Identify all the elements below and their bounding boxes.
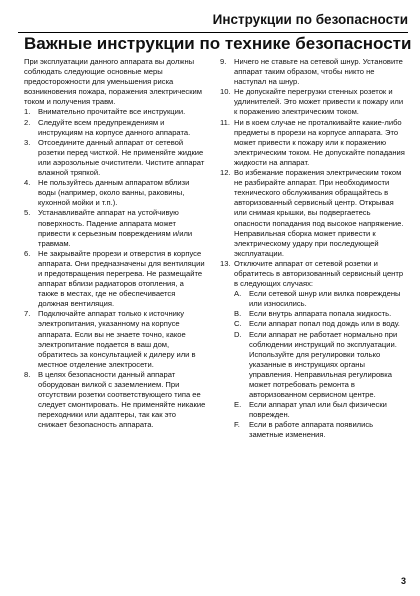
page-number: 3 (400, 576, 406, 586)
sub-list-item (234, 420, 406, 440)
item-text: Ни в коем случае не проталкивайте какие-либо предметы в прорези на корпусе аппарата. Это может привести к пожару или к поражению электрическим током. Не допускайте попадания жидкости на аппарат. (234, 117, 405, 167)
item-text: Устанавливайте аппарат на устойчивую поверхность. Падение аппарата может привести к серьезным повреждениям и/или травмам. (38, 208, 193, 248)
item-text: Ничего не ставьте на сетевой шнур. Установите аппарат таким образом, чтобы никто не наступал на шнур. (234, 57, 403, 87)
item-number: 1. (24, 107, 31, 117)
sub-list-item (234, 319, 406, 329)
item-text: Во избежание поражения электрическим током не разбирайте аппарат. При необходимости технического обслуживания обращайтесь в авторизованный сервисный центр. Открывая или снимая крышки, вы подвергаетесь опасности попадания под высокое напряжение. Неправильная сборка может привести к электрическому удару при последующей эксплуатации. (234, 168, 404, 258)
item-number: 2. (24, 117, 31, 127)
item-number: 12. (220, 168, 231, 178)
item-text: Отсоедините данный аппарат от сетевой розетки перед чисткой. Не применяйте жидкие или аэрозольные очистители. Чистите аппарат влажной тряпкой. (38, 137, 205, 178)
list-item (24, 208, 206, 248)
list-item (220, 87, 406, 117)
item-number: 3. (24, 137, 31, 147)
item-number: 4. (24, 178, 31, 188)
item-text: Внимательно прочитайте все инструкции. (38, 107, 186, 117)
sub-item-letter: C. (234, 319, 242, 329)
list-item (220, 57, 406, 87)
item-number: 6. (24, 248, 31, 258)
item-text: Не закрывайте прорези и отверстия в корпусе аппарата. Они предназначены для вентиляции и предотвращения перегрева. Не размещайте аппарат вблизи радиаторов отопления, а также в местах, где не обеспечивается должная вентиляция. (38, 248, 205, 309)
sub-item-text: Если внутрь аппарата попала жидкость. (249, 309, 392, 319)
sub-item-text: Если аппарат не работает нормально при соблюдении инструкций по эксплуатации. Используйте для регулировки только указанные в инструкциях органы управления. Неправильная регулировка может потребовать ремонта в авторизованном сервисном центре. (249, 329, 398, 400)
list-item (220, 118, 406, 168)
list-item (24, 249, 206, 310)
sub-item-letter: F. (234, 420, 240, 430)
item-number: 11. (220, 117, 230, 127)
sub-item-letter: D. (234, 329, 242, 339)
right-column (220, 57, 406, 441)
list-item (220, 168, 406, 259)
sub-list-item (234, 289, 406, 309)
item-number: 10. (220, 87, 231, 97)
page-title: Важные инструкции по технике безопасности (24, 34, 412, 53)
item-text: Отключите аппарат от сетевой розетки и обратитесь в авторизованный сервисный центр в следующих случаях: (234, 258, 404, 289)
item-text: В целях безопасности данный аппарат оборудован вилкой с заземлением. При отсутствии розетки соответствующего типа ее следует смонтировать. Не применяйте никакие переходники или адаптеры, так как это снижает безопасность аппарата. (38, 369, 206, 430)
list-item (24, 309, 206, 370)
item-text: Подключайте аппарат только к источнику электропитания, указанному на корпусе аппарата. Если вы не знаете точно, какое электропитание подается в ваш дом, обратитесь за консультацией к дилеру или в местное отделение электросети. (38, 309, 196, 369)
item-text: Не допускайте перегрузки стенных розеток и удлинителей. Это может привести к пожару или к поражению электрическим током. (234, 87, 404, 117)
sub-item-text: Если сетевой шнур или вилка повреждены или износились. (249, 289, 401, 309)
list-item (24, 138, 206, 178)
item-number: 9. (220, 57, 227, 66)
sub-item-letter: B. (234, 309, 242, 319)
sub-list-item (234, 400, 406, 420)
item-number: 13. (220, 258, 231, 268)
sub-item-letter: A. (234, 289, 242, 299)
section-header (18, 10, 408, 33)
list-item (24, 370, 206, 431)
item-text: Следуйте всем предупреждениям и инструкциям на корпусе данного аппарата. (38, 117, 191, 137)
sub-item-text: Если в работе аппарата появились заметные изменения. (249, 420, 374, 440)
item-number: 8. (24, 369, 31, 379)
item-number: 7. (24, 309, 31, 319)
list-item (24, 118, 206, 138)
left-column (24, 57, 206, 430)
sub-list-item (234, 309, 406, 319)
sub-item-letter: E. (234, 400, 242, 410)
item-text: Не пользуйтесь данным аппаратом вблизи воды (например, около ванны, раковины, кухонной мойки и т.п.). (38, 178, 190, 208)
item-number: 5. (24, 208, 31, 218)
section-title: Инструкции по безопасности (212, 12, 408, 27)
intro-paragraph: При эксплуатации данного аппарата вы должны соблюдать следующие основные меры предосторожности для уменьшения риска возникновения пожара, поражения электрическим током и получения травм. (24, 57, 203, 107)
list-item (24, 107, 206, 117)
sub-item-text: Если аппарат упал или был физически поврежден. (249, 400, 387, 420)
sub-item-text: Если аппарат попал под дождь или в воду. (249, 319, 400, 329)
sub-list-item (234, 330, 406, 401)
list-item (220, 259, 406, 289)
list-item (24, 178, 206, 208)
